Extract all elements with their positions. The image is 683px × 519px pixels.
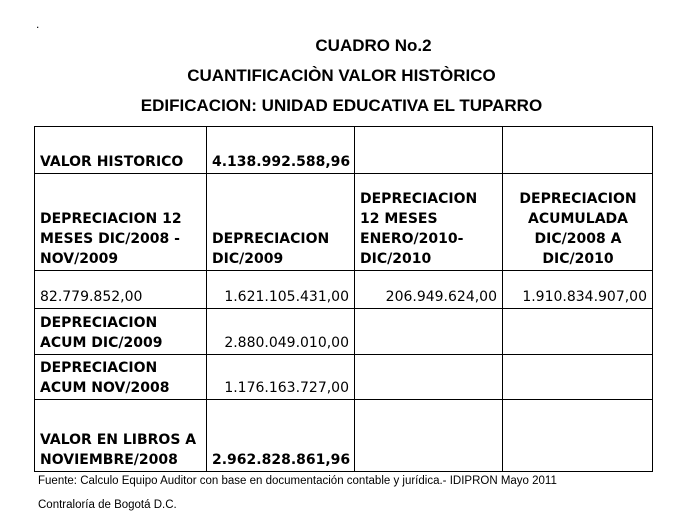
header-dep-acumulada: DEPRECIACION ACUMULADA DIC/2008 A DIC/2010 [503,174,653,271]
empty-cell [503,400,653,472]
valor-historico-label: VALOR HISTORICO [35,127,207,174]
stray-mark: . [36,17,40,31]
table-row [35,127,653,174]
empty-cell [355,400,503,472]
empty-cell [355,127,503,174]
value-dep-acumulada: 1.910.834.907,00 [503,271,653,309]
source-note: Fuente: Calculo Equipo Auditor con base en documentación contable y jurídica.- IDIPRON Mayo 2011 [38,475,557,487]
building-title: EDIFICACION: UNIDAD EDUCATIVA EL TUPARRO [140,96,543,115]
empty-cell [503,127,653,174]
empty-cell [503,355,653,400]
valor-libros-value: 2.962.828.861,96 [207,400,355,472]
value-dep-dic-2009: 1.621.105.431,00 [207,271,355,309]
table-row [35,309,653,355]
table-row [35,355,653,400]
dep-acum-nov2008-label: DEPRECIACION ACUM NOV/2008 [35,355,207,400]
dep-acum-nov2008-value: 1.176.163.727,00 [207,355,355,400]
value-dep-12-meses-2009: 82.779.852,00 [35,271,207,309]
table-title: CUADRO No.2 [315,36,432,55]
header-dep-dic-2009: DEPRECIACION DIC/2009 [207,174,355,271]
header-dep-12-meses-2010: DEPRECIACION 12 MESES ENERO/2010- DIC/2010 [355,174,503,271]
valor-historico-value: 4.138.992.588,96 [207,127,355,174]
value-dep-12-meses-2010: 206.949.624,00 [355,271,503,309]
table-subtitle: CUANTIFICACIÒN VALOR HISTÒRICO [187,66,496,85]
empty-cell [355,309,503,355]
empty-cell [355,355,503,400]
dep-acum-dic2009-value: 2.880.049.010,00 [207,309,355,355]
table-row [35,271,653,309]
valuation-table [34,126,653,472]
organization-name: Contraloría de Bogotá D.C. [38,499,177,511]
table-row [35,400,653,472]
table-row [35,174,653,271]
empty-cell [503,309,653,355]
valor-libros-label: VALOR EN LIBROS A NOVIEMBRE/2008 [35,400,207,472]
dep-acum-dic2009-label: DEPRECIACION ACUM DIC/2009 [35,309,207,355]
header-dep-12-meses-2009: DEPRECIACION 12 MESES DIC/2008 - NOV/2009 [35,174,207,271]
